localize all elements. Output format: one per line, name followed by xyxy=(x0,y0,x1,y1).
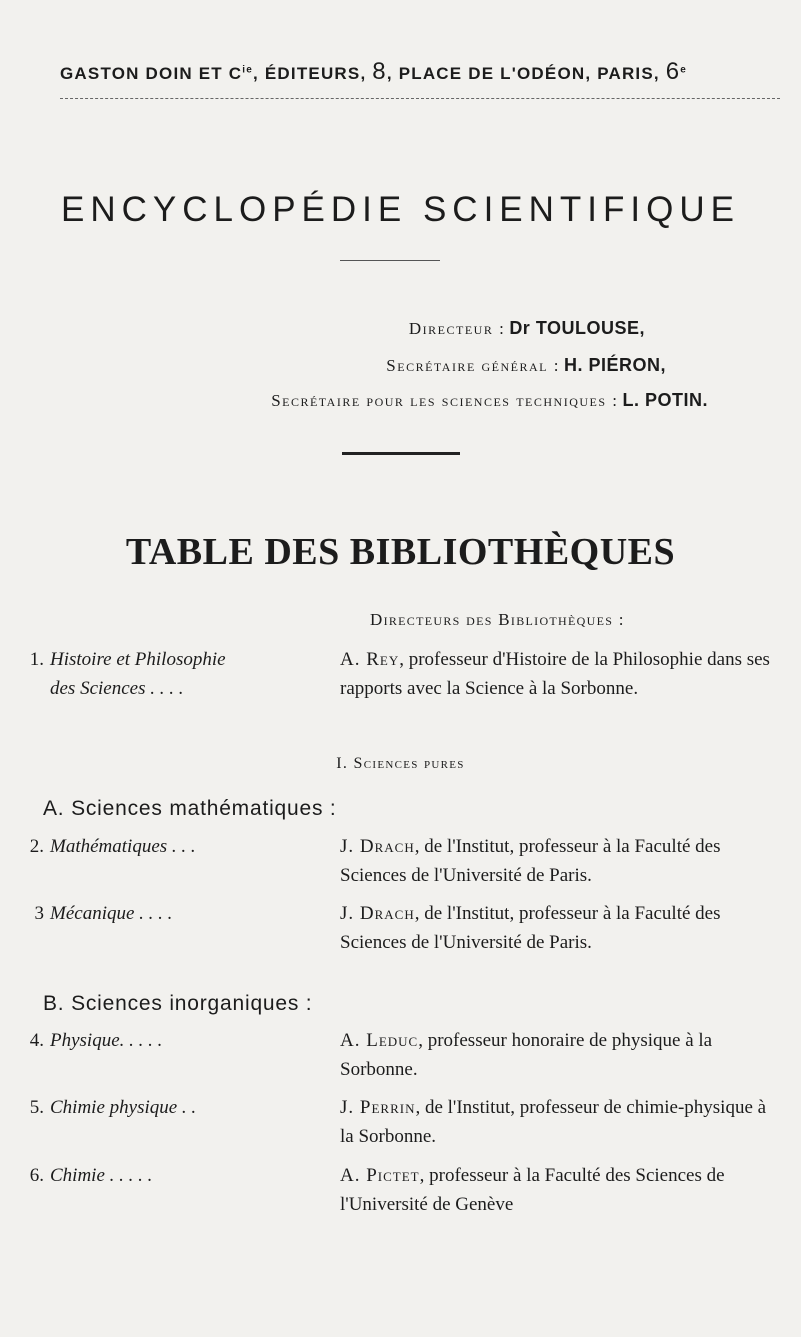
director-name: J. Drach xyxy=(340,903,415,924)
entry-2 xyxy=(20,832,780,892)
director-description: , de l'Institut, professeur à la Faculté des Sciences de l'Université de Paris. xyxy=(340,836,721,886)
entry-number: 3 xyxy=(34,903,44,924)
entry-director xyxy=(340,1026,780,1084)
entry-director xyxy=(340,1093,780,1151)
director-role: Directeur : xyxy=(408,319,506,338)
entry-subject: Mécanique . . . . xyxy=(50,903,173,924)
entry-6 xyxy=(20,1161,780,1221)
staff-divider xyxy=(342,452,460,455)
entry-subject: Mathématiques . . . xyxy=(50,836,196,857)
table-title: TABLE DES BIBLIOTHÈQUES xyxy=(125,531,676,573)
directors-label: Directeurs des Bibliothèques : xyxy=(370,610,625,629)
publisher-prefix: GASTON DOIN ET C xyxy=(60,64,243,83)
entry-number: 2. xyxy=(29,836,44,857)
entry-director xyxy=(340,1161,780,1219)
publisher-middle: , ÉDITEURS, xyxy=(253,64,373,83)
director-name: J. Drach xyxy=(340,836,415,857)
title-divider xyxy=(340,260,440,261)
tech-secretary-name: L. POTIN. xyxy=(622,390,708,410)
director-description: , professeur d'Histoire de la Philosophie dans ses rapports avec la Science à la Sorbonne. xyxy=(340,649,770,699)
entry-subject: Physique. . . . . xyxy=(50,1030,163,1051)
secretary-role: Secrétaire général : xyxy=(386,356,560,375)
director-line xyxy=(409,318,645,339)
secretary-line xyxy=(386,355,666,376)
tech-secretary-role: Secrétaire pour les sciences techniques : xyxy=(271,391,619,410)
entry-subject: Chimie physique . . xyxy=(50,1097,197,1118)
director-description: , professeur à la Faculté des Sciences de l'Université de Genève xyxy=(340,1165,725,1215)
publisher-arrondissement: 6 xyxy=(665,58,681,85)
director-description: , de l'Institut, professeur de chimie-physique à la Sorbonne. xyxy=(340,1097,767,1147)
entry-subject: Chimie . . . . . xyxy=(50,1165,153,1186)
section-a-heading: A. Sciences mathématiques : xyxy=(43,797,337,820)
publisher-sup: ie xyxy=(242,64,254,76)
entry-number: 5. xyxy=(29,1097,44,1118)
section-pure-sciences: I. Sciences pures xyxy=(336,755,465,772)
entry-number: 4. xyxy=(29,1030,44,1051)
entry-1 xyxy=(20,645,780,735)
secretary-name: H. PIÉRON, xyxy=(563,355,666,375)
entry-subject: Histoire et Philosophie xyxy=(50,649,226,670)
publisher-header xyxy=(60,58,780,86)
publisher-street: , PLACE DE L'ODÉON, PARIS, xyxy=(386,64,666,83)
director-name: Dr TOULOUSE, xyxy=(509,318,645,338)
publisher-arr-sup: e xyxy=(680,64,688,76)
entry-3 xyxy=(20,899,780,959)
entry-number: 1. xyxy=(29,649,44,670)
director-description: , de l'Institut, professeur à la Faculté des Sciences de l'Université de Paris. xyxy=(340,903,721,953)
encyclopedia-title: ENCYCLOPÉDIE SCIENTIFIQUE xyxy=(61,190,740,229)
entry-subject-cont: des Sciences . . . . xyxy=(50,678,184,699)
entry-director xyxy=(340,645,780,703)
section-b-heading: B. Sciences inorganiques : xyxy=(43,992,313,1015)
director-name: A. Rey xyxy=(340,649,400,670)
entry-director xyxy=(340,899,780,957)
entry-5 xyxy=(20,1093,780,1153)
director-name: A. Pictet xyxy=(340,1165,420,1186)
publisher-number: 8 xyxy=(372,58,387,85)
tech-secretary-line xyxy=(271,390,708,411)
entry-director xyxy=(340,832,780,890)
director-name: A. Leduc xyxy=(340,1030,419,1051)
entry-4 xyxy=(20,1026,780,1086)
entry-number: 6. xyxy=(29,1165,44,1186)
director-name: J. Perrin xyxy=(340,1097,416,1118)
header-divider xyxy=(60,98,780,99)
director-description: , professeur honoraire de physique à la Sorbonne. xyxy=(340,1030,713,1080)
